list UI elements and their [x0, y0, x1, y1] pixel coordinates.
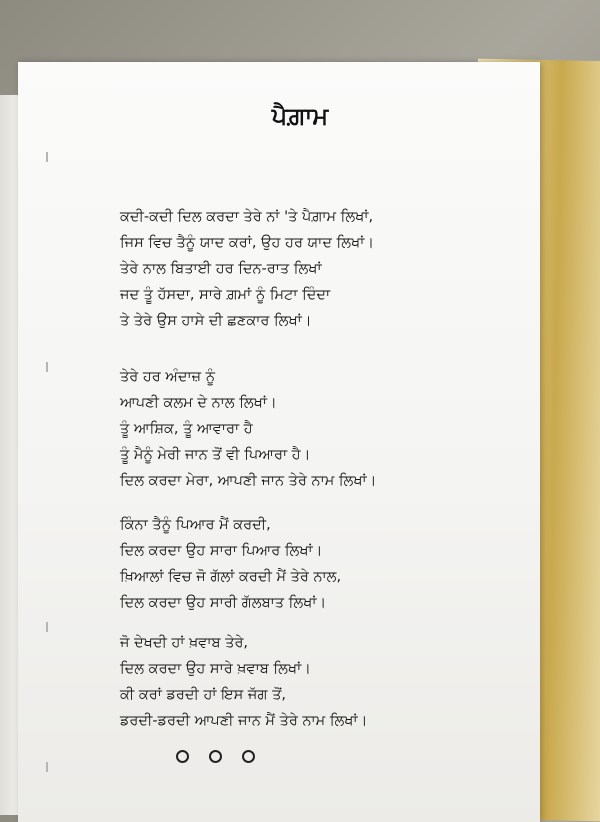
poem-line: ਡਰਦੀ-ਡਰਦੀ ਆਪਣੀ ਜਾਨ ਮੈਂ ਤੇਰੇ ਨਾਮ ਲਿਖਾਂ। — [120, 713, 368, 729]
poem-line: ਜੋ ਦੇਖਦੀ ਹਾਂ ਖ਼ਵਾਬ ਤੇਰੇ, — [120, 635, 249, 651]
poem-line: ਆਪਣੀ ਕਲਮ ਦੇ ਨਾਲ ਲਿਖਾਂ। — [120, 395, 277, 411]
poem-line: ਦਿਲ ਕਰਦਾ ਮੇਰਾ, ਆਪਣੀ ਜਾਨ ਤੇਰੇ ਨਾਮ ਲਿਖਾਂ। — [120, 473, 377, 489]
binding-stitch — [46, 152, 48, 162]
poem-line: ਜਿਸ ਵਿਚ ਤੈਨੂੰ ਯਾਦ ਕਰਾਂ, ਉਹ ਹਰ ਯਾਦ ਲਿਖਾਂ। — [120, 235, 375, 251]
poem-line: ਦਿਲ ਕਰਦਾ ਉਹ ਸਾਰਾ ਪਿਆਰ ਲਿਖਾਂ। — [120, 543, 323, 559]
stanza-1 — [120, 204, 500, 334]
stanza-2 — [120, 364, 500, 494]
poem-title: ਪੈਗ਼ਾਮ — [271, 102, 329, 130]
ornament-circle-icon — [176, 750, 189, 763]
poem-line: ਦਿਲ ਕਰਦਾ ਉਹ ਸਾਰੇ ਖ਼ਵਾਬ ਲਿਖਾਂ। — [120, 661, 311, 677]
poem-line: ਤੇਰੇ ਨਾਲ ਬਿਤਾਈ ਹਰ ਦਿਨ-ਰਾਤ ਲਿਖਾਂ — [120, 261, 322, 277]
ornament-circle-icon — [209, 750, 222, 763]
poem-line: ਤੂੰ ਆਸ਼ਿਕ, ਤੂੰ ਆਵਾਰਾ ਹੈ — [120, 421, 253, 437]
poem-line: ਖ਼ਿਆਲਾਂ ਵਿਚ ਜੋ ਗੱਲਾਂ ਕਰਦੀ ਮੈਂ ਤੇਰੇ ਨਾਲ, — [120, 569, 342, 585]
poem-line: ਕੀ ਕਰਾਂ ਡਰਦੀ ਹਾਂ ਇਸ ਜੱਗ ਤੋਂ, — [120, 687, 286, 703]
binding-stitch — [46, 762, 48, 772]
poem-line: ਜਦ ਤੂੰ ਹੱਸਦਾ, ਸਾਰੇ ਗ਼ਮਾਂ ਨੂੰ ਮਿਟਾ ਦਿੰਦਾ — [120, 287, 331, 303]
poem-line: ਦਿਲ ਕਰਦਾ ਉਹ ਸਾਰੀ ਗੱਲਬਾਤ ਲਿਖਾਂ। — [120, 595, 327, 611]
binding-stitch — [46, 622, 48, 632]
poem-line: ਤੇ ਤੇਰੇ ਉਸ ਹਾਸੇ ਦੀ ਛਣਕਾਰ ਲਿਖਾਂ। — [120, 313, 312, 329]
poem-line: ਕਿੰਨਾ ਤੈਨੂੰ ਪਿਆਰ ਮੈਂ ਕਰਦੀ, — [120, 517, 271, 533]
poem-line: ਤੂੰ ਮੈਨੂੰ ਮੇਰੀ ਜਾਨ ਤੋਂ ਵੀ ਪਿਆਰਾ ਹੈ। — [120, 447, 311, 463]
ornament-dots — [176, 750, 266, 770]
stanza-4 — [120, 630, 500, 734]
stanza-3 — [120, 512, 500, 616]
ornament-circle-icon — [242, 750, 255, 763]
poem-line: ਕਦੀ-ਕਦੀ ਦਿਲ ਕਰਦਾ ਤੇਰੇ ਨਾਂ 'ਤੇ ਪੈਗ਼ਾਮ ਲਿਖਾਂ, — [120, 209, 374, 225]
poem-line: ਤੇਰੇ ਹਰ ਅੰਦਾਜ਼ ਨੂੰ — [120, 369, 216, 385]
binding-stitch — [46, 362, 48, 372]
